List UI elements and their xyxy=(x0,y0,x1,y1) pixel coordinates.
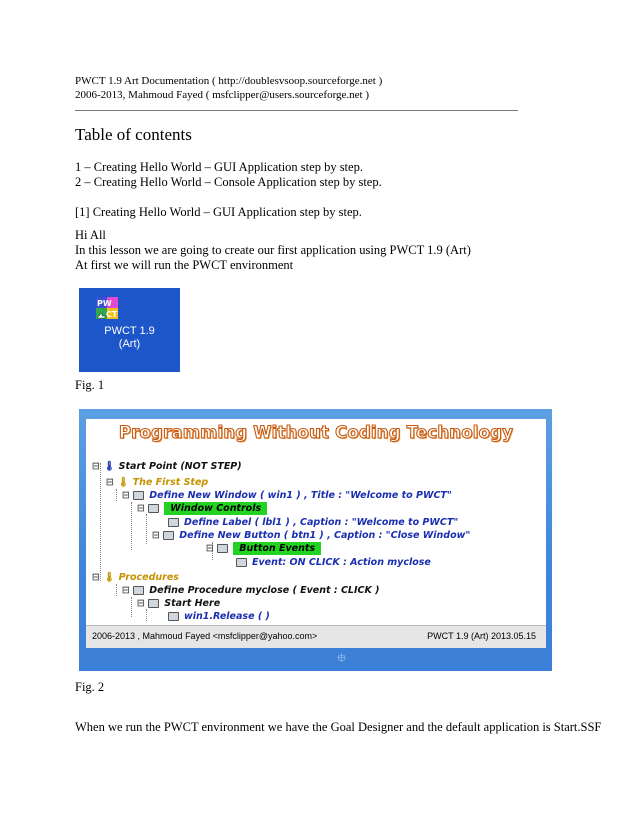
tree-node-define-button[interactable]: ⊟ Define New Button ( btn1 ) , Caption : "Close Window" xyxy=(152,530,471,541)
expand-icon[interactable]: ⊟ xyxy=(152,530,160,541)
step-icon xyxy=(168,612,179,621)
toc-item-2: 2 – Creating Hello World – Console Application step by step. xyxy=(75,175,382,189)
paragraph-run-env: At first we will run the PWCT environment xyxy=(75,258,294,272)
tree-node-button-events[interactable]: ⊟ Button Events xyxy=(206,543,321,554)
desktop-icon-label-line1[interactable]: PWCT 1.9 xyxy=(104,325,155,337)
pin-icon: 🌡 xyxy=(117,477,130,488)
step-icon xyxy=(133,491,144,500)
step-icon xyxy=(163,531,174,540)
step-icon xyxy=(217,544,228,553)
expand-icon[interactable]: ⊟ xyxy=(206,543,214,554)
fig1-caption: Fig. 1 xyxy=(75,378,105,392)
tree-node-start-here[interactable]: ⊟ Start Here xyxy=(137,598,221,609)
tree-node-first-step[interactable]: ⊟ 🌡 The First Step xyxy=(106,477,209,488)
expand-icon[interactable]: ⊟ xyxy=(122,490,130,501)
status-bar xyxy=(86,625,546,648)
expand-icon[interactable]: ⊟ xyxy=(92,461,100,472)
paragraph-greeting: Hi All xyxy=(75,228,106,242)
tree-node-procedures[interactable]: ⊟ 🌡 Procedures xyxy=(92,572,179,583)
tree-node-define-procedure[interactable]: ⊟ Define Procedure myclose ( Event : CLICK ) xyxy=(122,585,380,596)
fig2-caption: Fig. 2 xyxy=(75,680,105,694)
expand-icon[interactable]: ⊟ xyxy=(106,477,114,488)
step-icon xyxy=(168,518,179,527)
expand-icon[interactable]: ⊟ xyxy=(137,503,145,514)
closing-paragraph: When we run the PWCT environment we have the Goal Designer and the default application is Start.SSF xyxy=(75,720,602,734)
tree-node-start[interactable]: ⊟ 🌡 Start Point (NOT STEP) xyxy=(92,461,242,472)
step-icon xyxy=(148,599,159,608)
fig1-desktop-screenshot xyxy=(79,288,180,372)
pwct-app-icon xyxy=(96,297,118,319)
pwct-banner: Programming Without Coding Technology xyxy=(118,423,514,442)
pin-icon: 🌡 xyxy=(103,572,116,583)
tree-node-define-label[interactable]: Define Label ( lbl1 ) , Caption : "Welcome to PWCT" xyxy=(168,517,458,528)
svg-text:CT: CT xyxy=(106,310,118,319)
step-icon xyxy=(236,558,247,567)
desktop-icon-label-line2[interactable]: (Art) xyxy=(118,338,141,350)
step-icon xyxy=(133,586,144,595)
section-heading: [1] Creating Hello World – GUI Application step by step. xyxy=(75,205,362,219)
tree-node-event[interactable]: Event: ON CLICK : Action myclose xyxy=(236,557,431,568)
svg-text:PW: PW xyxy=(97,299,112,308)
status-version: PWCT 1.9 (Art) 2013.05.15 xyxy=(427,631,536,641)
expand-icon[interactable]: ⊟ xyxy=(122,585,130,596)
fig2-goal-designer-screenshot xyxy=(79,409,552,671)
tree-node-define-window[interactable]: ⊟ Define New Window ( win1 ) , Title : "Welcome to PWCT" xyxy=(122,490,452,501)
tree-node-release[interactable]: win1.Release ( ) xyxy=(168,611,270,622)
pin-icon: 🌡 xyxy=(103,461,116,472)
tree-node-window-controls[interactable]: ⊟ Window Controls xyxy=(137,503,267,514)
taskbar-arrow-icon: ⯐ xyxy=(337,651,347,665)
header-divider xyxy=(75,110,518,111)
toc-title: Table of contents xyxy=(75,125,192,144)
expand-icon[interactable]: ⊟ xyxy=(137,598,145,609)
paragraph-intro: In this lesson we are going to create our first application using PWCT 1.9 (Art) xyxy=(75,243,471,257)
goal-designer-panel xyxy=(86,419,546,647)
doc-header-line2: 2006-2013, Mahmoud Fayed ( msfclipper@users.sourceforge.net ) xyxy=(75,89,370,101)
toc-item-1: 1 – Creating Hello World – GUI Application step by step. xyxy=(75,160,363,174)
goal-tree xyxy=(86,419,546,647)
status-copyright: 2006-2013 , Mahmoud Fayed <msfclipper@yahoo.com> xyxy=(92,631,318,641)
expand-icon[interactable]: ⊟ xyxy=(92,572,100,583)
step-icon xyxy=(148,504,159,513)
doc-header-line1: PWCT 1.9 Art Documentation ( http://doublesvsoop.sourceforge.net ) xyxy=(75,75,383,87)
